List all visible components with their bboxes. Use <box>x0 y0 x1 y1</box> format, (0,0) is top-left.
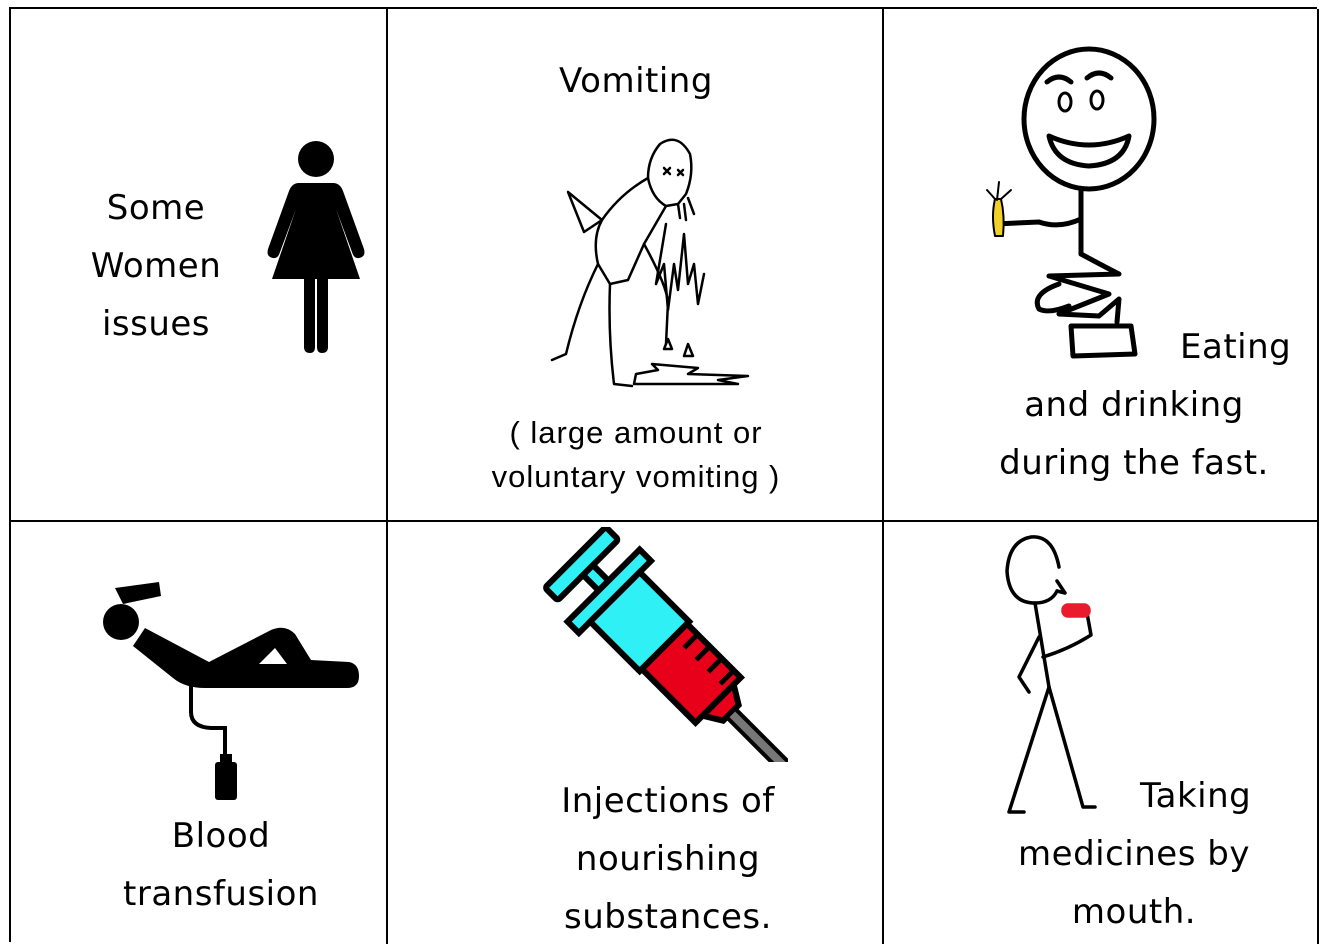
cell-taking-medicines <box>884 522 1319 944</box>
cell-blood-transfusion <box>11 522 388 944</box>
injections-line-1: Injections of <box>561 781 775 821</box>
blood-transfusion-line-1: Blood <box>171 816 271 856</box>
medicines-line-2: medicines by <box>1018 834 1250 874</box>
woman-icon <box>266 139 366 354</box>
women-issues-line-1: Some <box>106 188 206 228</box>
eating-line-3: during the fast. <box>999 443 1269 483</box>
blood-transfusion-line-2: transfusion <box>123 874 319 914</box>
syringe-icon <box>538 527 788 762</box>
blood-transfusion-icon <box>99 582 359 802</box>
vomiting-note <box>388 411 884 499</box>
women-issues-line-3: issues <box>101 304 211 344</box>
cell-eating-drinking <box>884 9 1319 522</box>
medicines-line-3: mouth. <box>1071 892 1197 932</box>
vomiting-note-line-1: ( large amount or <box>509 415 763 450</box>
injections-text <box>388 772 884 944</box>
blood-transfusion-text <box>11 807 388 923</box>
women-issues-text <box>51 179 261 353</box>
stick-figure-taking-pill-icon <box>999 527 1129 817</box>
fasting-breakers-table <box>9 7 1317 942</box>
stick-figure-eating-banana-icon <box>959 44 1219 364</box>
cell-women-issues <box>11 9 388 522</box>
medicines-line-1: Taking <box>1140 776 1252 816</box>
vomiting-note-line-2: voluntary vomiting ) <box>491 459 781 494</box>
eating-line-2: and drinking <box>1024 385 1244 425</box>
injections-line-2: nourishing <box>575 839 761 879</box>
eating-line-1: Eating <box>1180 327 1292 367</box>
vomiting-figure-icon <box>548 134 778 389</box>
vomiting-title: Vomiting <box>559 61 713 101</box>
women-issues-line-2: Women <box>90 246 222 286</box>
cell-vomiting <box>388 9 884 522</box>
injections-line-3: substances. <box>564 897 772 937</box>
cell-injections <box>388 522 884 944</box>
